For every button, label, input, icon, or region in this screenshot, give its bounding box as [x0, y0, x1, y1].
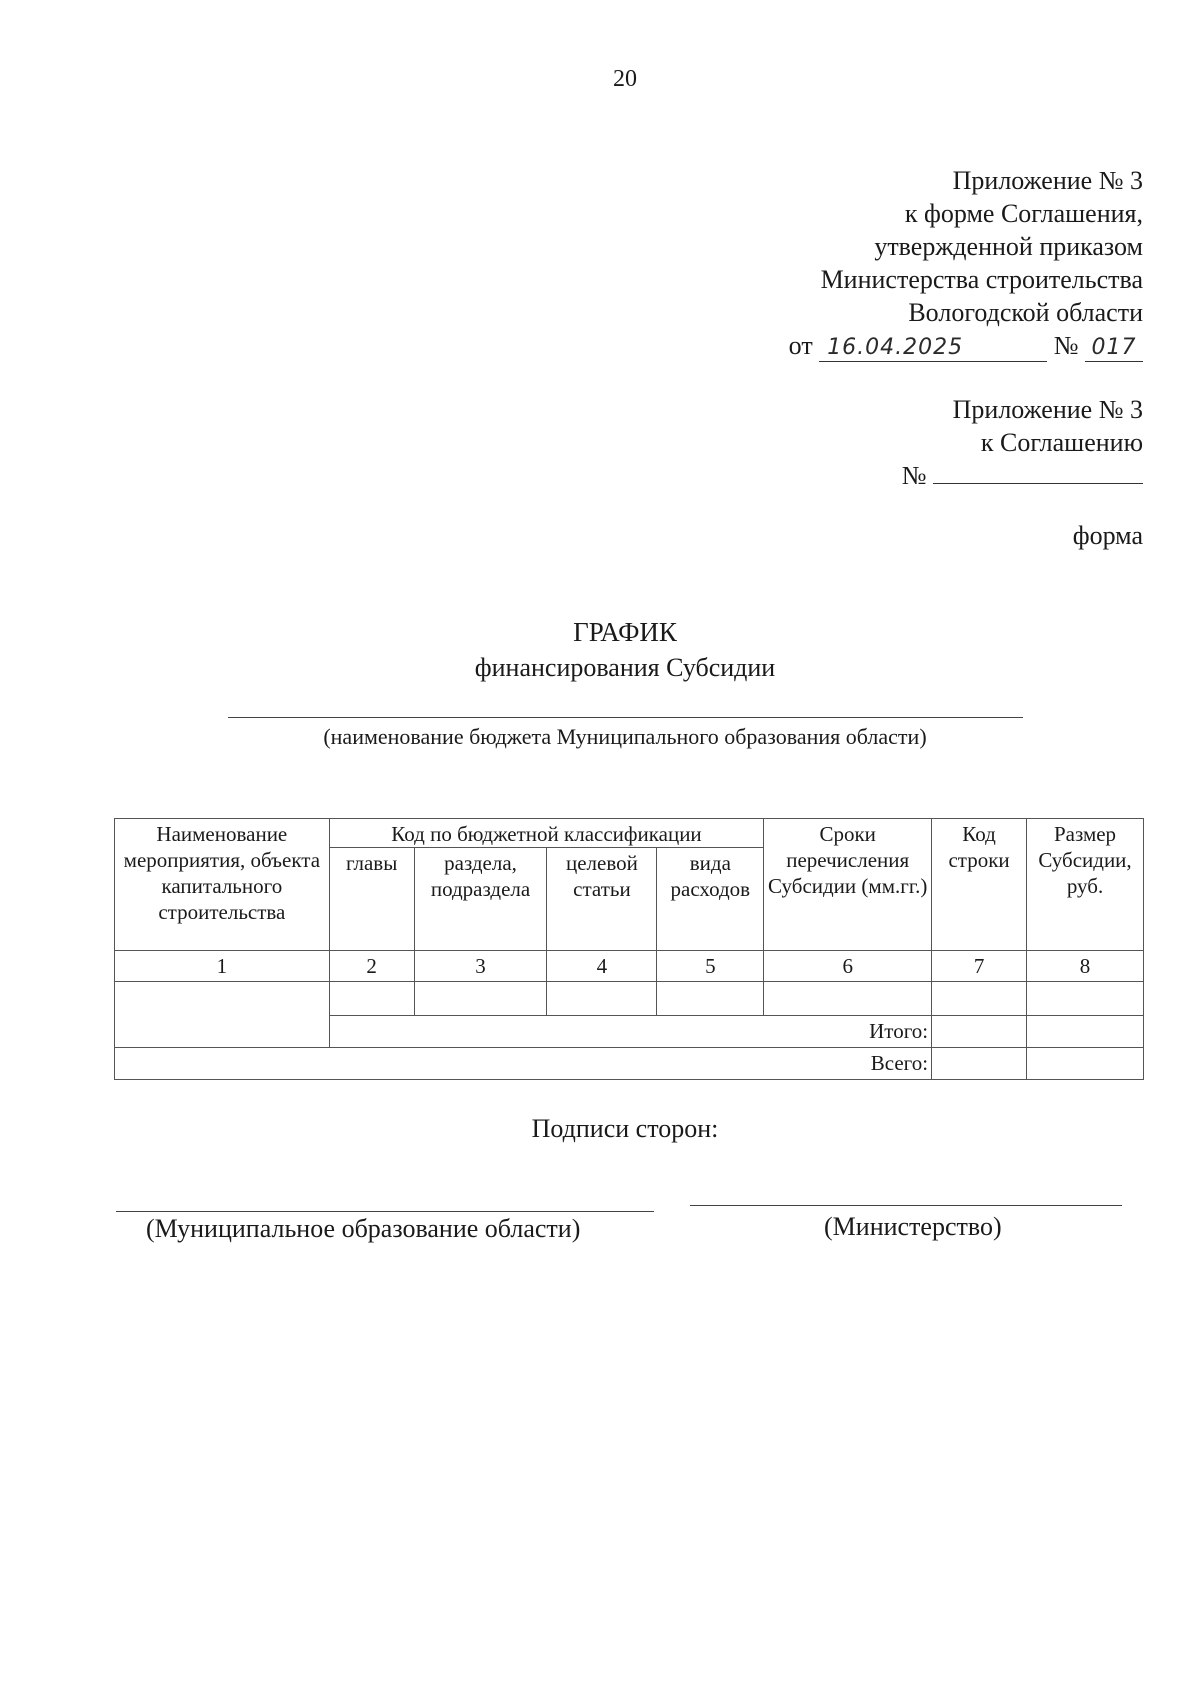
header-chapter: главы — [329, 848, 414, 951]
header-row-code: Код строки — [932, 819, 1027, 951]
total-row-code-cell[interactable] — [932, 1048, 1027, 1080]
column-number: 8 — [1027, 951, 1144, 982]
agreement-number-line — [902, 459, 1143, 492]
number-prefix: № — [1053, 331, 1079, 360]
appendix-header — [789, 164, 1143, 362]
budget-name-blank — [228, 717, 1023, 718]
subtotal-label: Итого: — [329, 1016, 931, 1048]
chapter-cell[interactable] — [329, 982, 414, 1016]
agreement-number-blank — [933, 459, 1143, 484]
total-row — [115, 1048, 1144, 1080]
total-label: Всего: — [115, 1048, 932, 1080]
subtotal-row-code-cell[interactable] — [932, 1016, 1027, 1048]
header-expense-type: вида расходов — [657, 848, 764, 951]
column-number: 1 — [115, 951, 330, 982]
total-amount-cell[interactable] — [1027, 1048, 1144, 1080]
order-number-handwritten: 017 — [1085, 335, 1143, 362]
appendix-line: Вологодской области — [908, 298, 1143, 327]
ministry-signature-caption: (Министерство) — [824, 1212, 1002, 1241]
subsidy-amount-cell[interactable] — [1027, 982, 1144, 1016]
agreement-line: к Соглашению — [980, 428, 1143, 457]
expense-type-cell[interactable] — [657, 982, 764, 1016]
appendix-line: к форме Соглашения, — [904, 199, 1143, 228]
row-code-cell[interactable] — [932, 982, 1027, 1016]
section-cell[interactable] — [414, 982, 547, 1016]
order-date-line — [789, 329, 1143, 362]
document-title: ГРАФИК — [573, 617, 677, 647]
column-number-row — [115, 951, 1144, 982]
subtotal-amount-cell[interactable] — [1027, 1016, 1144, 1048]
column-number: 6 — [764, 951, 932, 982]
target-article-cell[interactable] — [547, 982, 657, 1016]
order-date-handwritten: 16.04.2025 — [819, 335, 1047, 362]
signatures-title: Подписи сторон: — [531, 1114, 719, 1143]
page-number: 20 — [613, 66, 637, 92]
appendix-line: Министерства строительства — [820, 265, 1143, 294]
municipality-signature-caption: (Муниципальное образование области) — [146, 1214, 581, 1243]
form-label: форма — [1072, 521, 1143, 550]
header-subsidy-amount: Размер Субсидии, руб. — [1027, 819, 1144, 951]
agreement-header — [902, 393, 1143, 492]
schedule-table — [114, 818, 1144, 1080]
column-number: 7 — [932, 951, 1027, 982]
column-number: 5 — [657, 951, 764, 982]
transfer-date-cell[interactable] — [764, 982, 932, 1016]
header-budget-code: Код по бюджетной классификации — [329, 819, 764, 848]
event-name-cell[interactable] — [115, 982, 330, 1048]
budget-caption: (наименование бюджета Муниципального образования области) — [323, 724, 927, 749]
ministry-signature-line — [690, 1205, 1122, 1206]
column-number: 3 — [414, 951, 547, 982]
column-number: 2 — [329, 951, 414, 982]
date-prefix: от — [788, 331, 813, 360]
header-transfer-dates: Сроки перечисления Субсидии (мм.гг.) — [764, 819, 932, 951]
document-subtitle: финансирования Субсидии — [474, 653, 776, 682]
agreement-number-prefix: № — [901, 461, 927, 490]
appendix-line: Приложение № 3 — [952, 166, 1143, 195]
municipality-signature-line — [116, 1211, 654, 1212]
table-row — [115, 982, 1144, 1016]
header-section: раздела, подраздела — [414, 848, 547, 951]
header-row — [115, 819, 1144, 848]
column-number: 4 — [547, 951, 657, 982]
header-event-name: Наименование мероприятия, объекта капитального строительства — [115, 819, 330, 951]
header-target-article: целевой статьи — [547, 848, 657, 951]
agreement-line: Приложение № 3 — [952, 395, 1143, 424]
appendix-line: утвержденной приказом — [874, 232, 1143, 261]
